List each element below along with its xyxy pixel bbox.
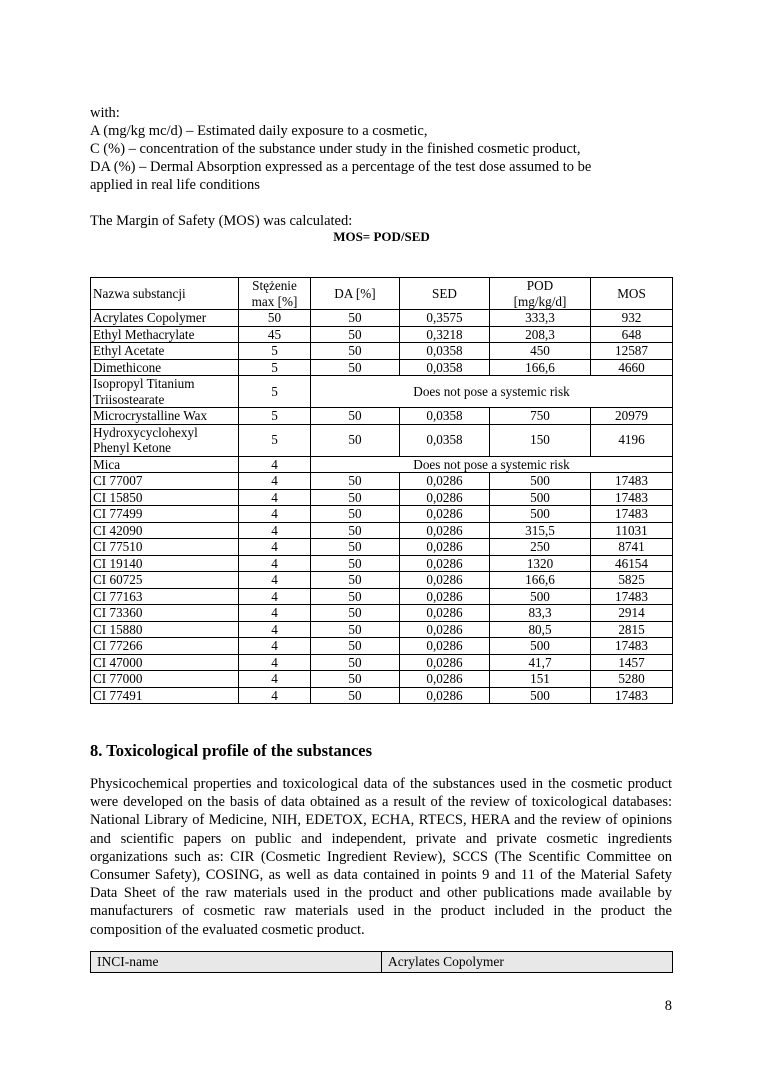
mos-cell: 648: [591, 326, 673, 343]
substance-name-cell: [91, 359, 239, 376]
header-pod: [490, 278, 591, 310]
concentration-cell: 4: [239, 671, 311, 688]
header-da: DA [%]: [311, 278, 400, 310]
intro-line: applied in real life conditions: [90, 177, 260, 193]
table-row: [91, 506, 673, 523]
intro-definitions: [90, 104, 690, 194]
da-cell: 50: [311, 654, 400, 671]
section-heading: 8. Toxicological profile of the substances: [90, 741, 373, 760]
substance-name-cell: [91, 376, 239, 408]
substance-name-cell: [91, 326, 239, 343]
pod-cell: 166,6: [490, 359, 591, 376]
substance-name-line: CI 47000: [93, 654, 143, 670]
substance-name-line: CI 77491: [93, 687, 143, 703]
intro-line: C (%) – concentration of the substance under study in the finished cosmetic product,: [90, 141, 581, 157]
substance-name-cell: [91, 310, 239, 327]
sed-cell: 0,0286: [400, 621, 490, 638]
systemic-risk-note: Does not pose a systemic risk: [311, 376, 673, 408]
sed-cell: 0,0286: [400, 506, 490, 523]
substance-name-line: Isopropyl Titanium: [93, 376, 195, 391]
intro-line: A (mg/kg mc/d) – Estimated daily exposure to a cosmetic,: [90, 123, 428, 139]
concentration-cell: 4: [239, 473, 311, 490]
mos-intro-text: The Margin of Safety (MOS) was calculated:: [90, 213, 353, 229]
substance-name-line: CI 19140: [93, 555, 143, 571]
pod-cell: 450: [490, 343, 591, 360]
substance-name-line: Mica: [93, 456, 121, 472]
header-pod-line: [mg/kg/d]: [513, 293, 567, 309]
mos-cell: 17483: [591, 506, 673, 523]
pod-cell: 500: [490, 506, 591, 523]
intro-line: DA (%) – Dermal Absorption expressed as a percentage of the test dose assumed to be: [90, 159, 592, 175]
table-row: [91, 359, 673, 376]
section-paragraph: Physicochemical properties and toxicological data of the substances used in the cosmetic product were developed on the basis of data obtained as a result of the review of toxicological databases: National Library of Medicine, NIH, EDETOX, ECHA, RTECS, HERA and the review of opinions and scientific papers on public and independent, private and private cosmetic ingredients organizations such as: CIR (Cosmetic Ingredient Review), SCCS (The Scentific Committee on Consumer Safety), COSING, as well as data contained in points 9 and 11 of the Material Safety Data Sheet of the raw materials used in the product and other publications made available by manufacturers of cosmetic raw materials used in the product included in the product the composition of the evaluated cosmetic product.: [90, 776, 672, 938]
mos-cell: 17483: [591, 638, 673, 655]
da-cell: 50: [311, 489, 400, 506]
concentration-cell: 4: [239, 588, 311, 605]
pod-cell: 500: [490, 489, 591, 506]
concentration-cell: 45: [239, 326, 311, 343]
substance-name-line: CI 77163: [93, 588, 143, 604]
table-row: [91, 654, 673, 671]
header-concentration-line: max [%]: [251, 293, 298, 309]
concentration-cell: 4: [239, 605, 311, 622]
substance-name-cell: [91, 343, 239, 360]
table-row: [91, 687, 673, 704]
table-row: [91, 522, 673, 539]
table-row: [91, 572, 673, 589]
substance-name-line: Microcrystalline Wax: [93, 408, 208, 423]
substance-name-cell: [91, 588, 239, 605]
mos-cell: 5280: [591, 671, 673, 688]
da-cell: 50: [311, 343, 400, 360]
da-cell: 50: [311, 408, 400, 425]
substance-name-cell: [91, 605, 239, 622]
sed-cell: 0,0358: [400, 359, 490, 376]
mos-cell: 4660: [591, 359, 673, 376]
sed-cell: 0,0286: [400, 671, 490, 688]
concentration-cell: 4: [239, 522, 311, 539]
mos-cell: 11031: [591, 522, 673, 539]
table-row: [91, 638, 673, 655]
sed-cell: 0,0286: [400, 522, 490, 539]
table-row: [91, 326, 673, 343]
header-substance: Nazwa substancji: [91, 278, 239, 310]
table-row: [91, 310, 673, 327]
da-cell: 50: [311, 326, 400, 343]
mos-cell: 8741: [591, 539, 673, 556]
pod-cell: 500: [490, 473, 591, 490]
pod-cell: 750: [490, 408, 591, 425]
mos-formula: MOS= POD/SED: [333, 229, 430, 244]
substance-name-cell: [91, 506, 239, 523]
substance-name-cell: [91, 638, 239, 655]
da-cell: 50: [311, 588, 400, 605]
sed-cell: 0,0286: [400, 654, 490, 671]
da-cell: 50: [311, 671, 400, 688]
pod-cell: 315,5: [490, 522, 591, 539]
sed-cell: 0,0286: [400, 555, 490, 572]
sed-cell: 0,0358: [400, 343, 490, 360]
concentration-cell: 4: [239, 687, 311, 704]
concentration-cell: 4: [239, 506, 311, 523]
mos-cell: 46154: [591, 555, 673, 572]
sed-cell: 0,0286: [400, 605, 490, 622]
pod-cell: 500: [490, 638, 591, 655]
substance-name-cell: [91, 539, 239, 556]
sed-cell: 0,0286: [400, 638, 490, 655]
substance-name-cell: [91, 621, 239, 638]
pod-cell: 151: [490, 671, 591, 688]
concentration-cell: 5: [239, 376, 311, 408]
table-row: [91, 671, 673, 688]
inci-table: [90, 951, 673, 973]
concentration-cell: 4: [239, 638, 311, 655]
mos-cell: 20979: [591, 408, 673, 425]
table-row: [91, 555, 673, 572]
substance-name-line: CI 15850: [93, 489, 143, 505]
table-row: [91, 408, 673, 425]
table-row: [91, 539, 673, 556]
mos-cell: 17483: [591, 473, 673, 490]
mos-table: [90, 277, 673, 704]
substance-name-line: CI 73360: [93, 605, 143, 620]
concentration-cell: 5: [239, 343, 311, 360]
substance-name-cell: [91, 654, 239, 671]
substance-name-cell: [91, 408, 239, 425]
concentration-cell: 4: [239, 456, 311, 473]
substance-name-line: Ethyl Acetate: [93, 343, 165, 358]
pod-cell: 150: [490, 424, 591, 456]
concentration-cell: 4: [239, 654, 311, 671]
substance-name-cell: [91, 671, 239, 688]
substance-name-line: CI 15880: [93, 621, 143, 637]
mos-table-header-row: [91, 278, 673, 310]
substance-name-line: CI 77000: [93, 671, 143, 686]
inci-row: [91, 952, 673, 973]
da-cell: 50: [311, 522, 400, 539]
mos-cell: 12587: [591, 343, 673, 360]
substance-name-line: Phenyl Ketone: [93, 440, 172, 455]
concentration-cell: 4: [239, 555, 311, 572]
mos-cell: 17483: [591, 489, 673, 506]
table-row: [91, 424, 673, 456]
substance-name-line: Hydroxycyclohexyl: [93, 424, 198, 440]
table-row: [91, 605, 673, 622]
sed-cell: 0,0358: [400, 408, 490, 425]
mos-cell: 17483: [591, 588, 673, 605]
concentration-cell: 5: [239, 408, 311, 425]
pod-cell: 250: [490, 539, 591, 556]
table-row: [91, 343, 673, 360]
da-cell: 50: [311, 359, 400, 376]
substance-name-line: CI 60725: [93, 572, 143, 587]
header-mos: MOS: [591, 278, 673, 310]
da-cell: 50: [311, 572, 400, 589]
substance-name-line: CI 77007: [93, 473, 143, 488]
sed-cell: 0,0286: [400, 473, 490, 490]
substance-name-cell: [91, 456, 239, 473]
mos-cell: 2914: [591, 605, 673, 622]
pod-cell: 166,6: [490, 572, 591, 589]
substance-name-cell: [91, 555, 239, 572]
substance-name-line: CI 42090: [93, 522, 143, 538]
sed-cell: 0,0286: [400, 687, 490, 704]
mos-table-body: [91, 310, 673, 704]
substance-name-line: Triisostearate: [93, 391, 165, 407]
sed-cell: 0,0286: [400, 539, 490, 556]
header-pod-line: POD: [526, 278, 554, 293]
mos-cell: 4196: [591, 424, 673, 456]
inci-label: INCI-name: [91, 952, 382, 973]
table-row: [91, 473, 673, 490]
da-cell: 50: [311, 687, 400, 704]
da-cell: 50: [311, 310, 400, 327]
da-cell: 50: [311, 473, 400, 490]
concentration-cell: 5: [239, 424, 311, 456]
substance-name-line: Dimethicone: [93, 359, 162, 375]
pod-cell: 80,5: [490, 621, 591, 638]
pod-cell: 1320: [490, 555, 591, 572]
substance-name-cell: [91, 687, 239, 704]
pod-cell: 208,3: [490, 326, 591, 343]
mos-cell: 1457: [591, 654, 673, 671]
concentration-cell: 4: [239, 489, 311, 506]
da-cell: 50: [311, 638, 400, 655]
sed-cell: 0,0286: [400, 489, 490, 506]
pod-cell: 83,3: [490, 605, 591, 622]
substance-name-cell: [91, 522, 239, 539]
da-cell: 50: [311, 605, 400, 622]
substance-name-line: CI 77510: [93, 539, 143, 554]
concentration-cell: 4: [239, 539, 311, 556]
table-row: [91, 376, 673, 408]
sed-cell: 0,3218: [400, 326, 490, 343]
table-row: [91, 588, 673, 605]
concentration-cell: 5: [239, 359, 311, 376]
da-cell: 50: [311, 424, 400, 456]
pod-cell: 41,7: [490, 654, 591, 671]
concentration-cell: 4: [239, 572, 311, 589]
substance-name-cell: [91, 489, 239, 506]
substance-name-line: CI 77266: [93, 638, 143, 653]
sed-cell: 0,0286: [400, 588, 490, 605]
pod-cell: 333,3: [490, 310, 591, 327]
da-cell: 50: [311, 621, 400, 638]
sed-cell: 0,3575: [400, 310, 490, 327]
concentration-cell: 50: [239, 310, 311, 327]
substance-name-cell: [91, 424, 239, 456]
substance-name-line: CI 77499: [93, 506, 143, 521]
pod-cell: 500: [490, 687, 591, 704]
da-cell: 50: [311, 555, 400, 572]
mos-cell: 17483: [591, 687, 673, 704]
page-number: 8: [664, 998, 672, 1014]
pod-cell: 500: [490, 588, 591, 605]
substance-name-line: Ethyl Methacrylate: [93, 326, 195, 342]
intro-line: with:: [90, 105, 120, 121]
mos-cell: 932: [591, 310, 673, 327]
sed-cell: 0,0358: [400, 424, 490, 456]
systemic-risk-note: Does not pose a systemic risk: [311, 456, 673, 473]
header-concentration: [239, 278, 311, 310]
substance-name-line: Acrylates Copolymer: [93, 310, 207, 325]
inci-value: Acrylates Copolymer: [382, 952, 673, 973]
da-cell: 50: [311, 506, 400, 523]
mos-cell: 5825: [591, 572, 673, 589]
substance-name-cell: [91, 473, 239, 490]
substance-name-cell: [91, 572, 239, 589]
concentration-cell: 4: [239, 621, 311, 638]
header-sed: SED: [400, 278, 490, 310]
header-concentration-line: Stężenie: [252, 278, 297, 293]
table-row: [91, 489, 673, 506]
da-cell: 50: [311, 539, 400, 556]
table-row: [91, 456, 673, 473]
sed-cell: 0,0286: [400, 572, 490, 589]
table-row: [91, 621, 673, 638]
mos-cell: 2815: [591, 621, 673, 638]
